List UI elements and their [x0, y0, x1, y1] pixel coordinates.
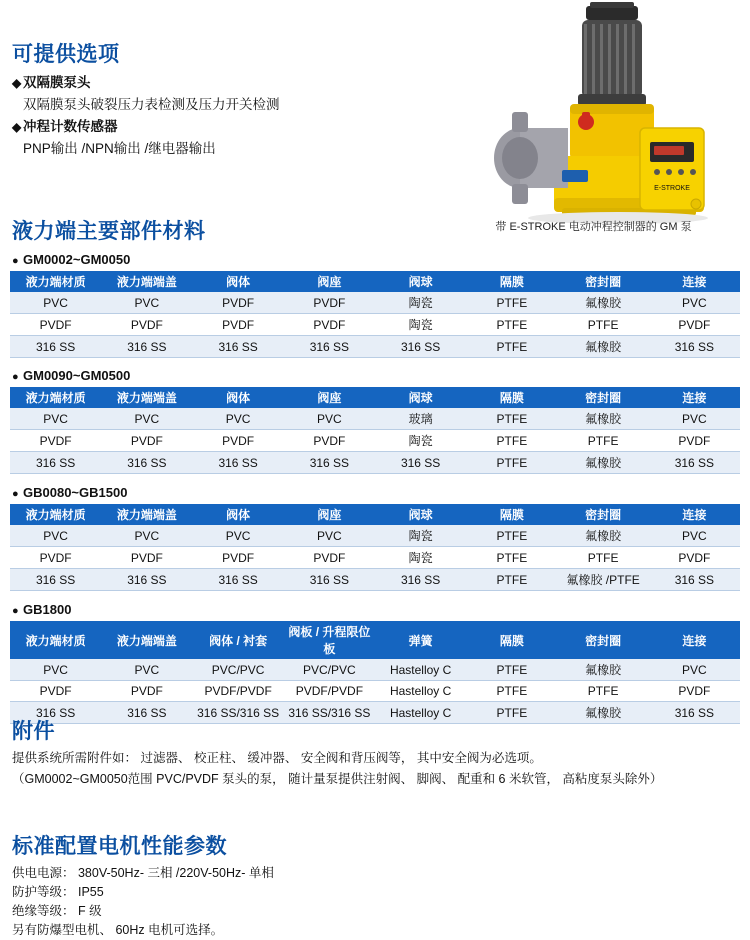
table-cell: 316 SS — [10, 569, 101, 591]
column-header: 密封圈 — [558, 271, 649, 292]
materials-table-group-1 — [10, 252, 740, 358]
column-header: 阀球 — [375, 387, 466, 408]
accessories-text — [12, 748, 732, 790]
motor-spec-list — [12, 864, 572, 940]
option-subtitle: PNP输出 /NPN输出 /继电器输出 — [23, 141, 216, 156]
table-cell: 氟橡胶 — [558, 525, 649, 547]
table-cell: 玻璃 — [375, 408, 466, 430]
table-header-row — [10, 387, 740, 408]
table-cell: PTFE — [466, 547, 557, 569]
column-header: 阀座 — [284, 387, 375, 408]
table-cell: PTFE — [558, 547, 649, 569]
table-cell: 316 SS — [101, 452, 192, 474]
table-cell: PVC — [10, 525, 101, 547]
option-subtitle: 双隔膜泵头破裂压力表检测及压力开关检测 — [23, 97, 280, 112]
list-item — [12, 72, 412, 115]
table-cell: PVDF — [10, 681, 101, 702]
table-header-row — [10, 271, 740, 292]
table-cell: PVDF — [193, 547, 284, 569]
column-header: 液力端端盖 — [101, 504, 192, 525]
table-cell: PTFE — [558, 314, 649, 336]
table-cell: PVC — [10, 292, 101, 314]
table-cell: 316 SS — [375, 569, 466, 591]
table-row — [10, 430, 740, 452]
table-cell: PTFE — [466, 430, 557, 452]
table-cell: PVC/PVC — [284, 659, 375, 681]
table-cell: 316 SS — [10, 702, 101, 724]
table-cell: PVC — [101, 659, 192, 681]
table-cell: 316 SS — [101, 702, 192, 724]
table-cell: PVDF — [284, 292, 375, 314]
table-cell: PTFE — [558, 681, 649, 702]
option-title: ◆ 双隔膜泵头 — [12, 72, 412, 94]
table-cell: 316 SS — [375, 336, 466, 358]
table-cell: 陶瓷 — [375, 314, 466, 336]
table-cell: 316 SS — [649, 569, 740, 591]
table-cell: PVC — [193, 525, 284, 547]
table-cell: 316 SS/316 SS — [284, 702, 375, 724]
table-cell: 316 SS — [649, 452, 740, 474]
motor-spec-line: 另有防爆型电机、 60Hz 电机可选择。 — [12, 923, 224, 937]
table-cell: 陶瓷 — [375, 547, 466, 569]
table-cell: 氟橡胶 — [558, 292, 649, 314]
table-cell: PVDF — [10, 314, 101, 336]
column-header: 液力端材质 — [10, 271, 101, 292]
table-cell: 氟橡胶 — [558, 452, 649, 474]
table-cell: Hastelloy C — [375, 659, 466, 681]
table-row — [10, 547, 740, 569]
accessories-line-2: （GM0002~GM0050范围 PVC/PVDF 泵头的泵， 随计量泵提供注射阀、 脚阀、 配重和 6 米软管， 高粘度泵头除外） — [12, 772, 663, 786]
materials-table-group-2 — [10, 368, 740, 474]
materials-table — [10, 621, 740, 724]
table-row — [10, 569, 740, 591]
column-header: 弹簧 — [375, 621, 466, 659]
table-row — [10, 336, 740, 358]
table-cell: PTFE — [466, 681, 557, 702]
table-cell: PVDF — [101, 314, 192, 336]
svg-text:E-STROKE: E-STROKE — [654, 185, 690, 192]
table-header-row — [10, 504, 740, 525]
table-cell: 316 SS — [101, 336, 192, 358]
table-cell: PVC — [193, 408, 284, 430]
table-cell: PVC — [284, 525, 375, 547]
table-row — [10, 681, 740, 702]
column-header: 阀体 — [193, 387, 284, 408]
table-label: ● GB1800 — [12, 602, 72, 617]
pump-image-caption: 带 E-STROKE 电动冲程控制器的 GM 泵 — [495, 221, 692, 233]
bullet-icon: ● — [12, 488, 19, 500]
table-cell: PVDF — [649, 430, 740, 452]
bullet-icon: ● — [12, 255, 19, 267]
table-cell: PVC — [649, 659, 740, 681]
materials-table — [10, 271, 740, 358]
column-header: 连接 — [649, 271, 740, 292]
table-cell: PTFE — [466, 525, 557, 547]
options-list — [12, 72, 412, 160]
column-header: 液力端材质 — [10, 387, 101, 408]
option-title: ◆ 冲程计数传感器 — [12, 116, 412, 138]
column-header: 阀座 — [284, 271, 375, 292]
table-cell: 316 SS/316 SS — [193, 702, 284, 724]
table-cell: 氟橡胶 /PTFE — [558, 569, 649, 591]
column-header: 隔膜 — [466, 504, 557, 525]
table-cell: PVDF — [101, 430, 192, 452]
table-row — [10, 292, 740, 314]
table-cell: PVC — [101, 525, 192, 547]
table-cell: Hastelloy C — [375, 681, 466, 702]
table-cell: PVDF — [284, 547, 375, 569]
column-header: 连接 — [649, 504, 740, 525]
table-header-row — [10, 621, 740, 659]
bullet-icon: ● — [12, 371, 19, 383]
table-cell: PTFE — [466, 702, 557, 724]
table-cell: 陶瓷 — [375, 430, 466, 452]
table-cell: PVDF/PVDF — [193, 681, 284, 702]
column-header: 阀体 — [193, 504, 284, 525]
table-cell: 陶瓷 — [375, 525, 466, 547]
column-header: 密封圈 — [558, 387, 649, 408]
table-cell: PVDF — [10, 430, 101, 452]
table-cell: PVDF — [649, 547, 740, 569]
column-header: 阀体 — [193, 271, 284, 292]
table-cell: PTFE — [558, 430, 649, 452]
column-header: 隔膜 — [466, 387, 557, 408]
table-cell: PVDF — [284, 430, 375, 452]
column-header: 连接 — [649, 621, 740, 659]
accessories-line-1: 提供系统所需附件如： 过滤器、 校正柱、 缓冲器、 安全阀和背压阀等， 其中安全阀为必选项。 — [12, 751, 542, 765]
table-cell: PVC — [284, 408, 375, 430]
column-header: 阀体 / 衬套 — [193, 621, 284, 659]
column-header: 阀板 / 升程限位板 — [284, 621, 375, 659]
table-cell: PTFE — [466, 569, 557, 591]
column-header: 密封圈 — [558, 504, 649, 525]
table-cell: PVC — [10, 659, 101, 681]
options-heading: 可提供选项 — [12, 43, 120, 66]
table-cell: PVC — [649, 525, 740, 547]
table-cell: PVDF — [101, 681, 192, 702]
table-cell: 316 SS — [649, 702, 740, 724]
table-cell: PTFE — [466, 408, 557, 430]
materials-table-group-3 — [10, 485, 740, 591]
column-header: 密封圈 — [558, 621, 649, 659]
table-row — [10, 452, 740, 474]
column-header: 液力端材质 — [10, 621, 101, 659]
materials-heading: 液力端主要部件材料 — [12, 220, 206, 243]
table-row — [10, 525, 740, 547]
table-cell: 316 SS — [193, 569, 284, 591]
table-cell: PVC — [649, 408, 740, 430]
table-cell: 316 SS — [10, 336, 101, 358]
table-cell: 316 SS — [10, 452, 101, 474]
table-cell: PTFE — [466, 292, 557, 314]
table-cell: PVDF — [284, 314, 375, 336]
table-row — [10, 408, 740, 430]
table-cell: PVDF — [193, 430, 284, 452]
table-cell: PVDF — [193, 314, 284, 336]
bullet-icon: ● — [12, 605, 19, 617]
table-cell: PVDF — [649, 314, 740, 336]
materials-table — [10, 504, 740, 591]
table-cell: 氟橡胶 — [558, 336, 649, 358]
materials-table-group-4 — [10, 602, 740, 724]
accessories-heading: 附件 — [12, 720, 55, 743]
motor-spec-line: 防护等级： IP55 — [12, 885, 104, 899]
table-cell: PVDF — [10, 547, 101, 569]
bullet-icon: ◆ — [12, 76, 22, 90]
table-cell: 316 SS — [284, 452, 375, 474]
table-cell: PVDF — [649, 681, 740, 702]
column-header: 连接 — [649, 387, 740, 408]
table-cell: PVC — [649, 292, 740, 314]
table-cell: 氟橡胶 — [558, 659, 649, 681]
table-label: ● GM0090~GM0500 — [12, 368, 131, 383]
table-cell: 316 SS — [375, 452, 466, 474]
table-cell: PVC/PVC — [193, 659, 284, 681]
table-row — [10, 659, 740, 681]
column-header: 液力端端盖 — [101, 387, 192, 408]
motor-spec-line: 供电电源： 380V-50Hz- 三相 /220V-50Hz- 单相 — [12, 866, 274, 880]
column-header: 阀球 — [375, 271, 466, 292]
bullet-icon: ◆ — [12, 120, 22, 134]
table-row — [10, 314, 740, 336]
column-header: 隔膜 — [466, 621, 557, 659]
materials-table — [10, 387, 740, 474]
column-header: 阀座 — [284, 504, 375, 525]
table-cell: 316 SS — [193, 452, 284, 474]
table-cell: PVDF/PVDF — [284, 681, 375, 702]
motor-heading: 标准配置电机性能参数 — [12, 835, 227, 858]
table-cell: 氟橡胶 — [558, 408, 649, 430]
table-cell: 316 SS — [649, 336, 740, 358]
table-label: ● GM0002~GM0050 — [12, 252, 131, 267]
table-cell: Hastelloy C — [375, 702, 466, 724]
table-cell: PTFE — [466, 452, 557, 474]
table-cell: PVC — [10, 408, 101, 430]
table-cell: 陶瓷 — [375, 292, 466, 314]
table-cell: PVC — [101, 408, 192, 430]
pump-product-image — [458, 0, 738, 240]
motor-spec-line: 绝缘等级： F 级 — [12, 904, 102, 918]
list-item — [12, 116, 412, 159]
table-label: ● GB0080~GB1500 — [12, 485, 128, 500]
table-cell: 316 SS — [284, 336, 375, 358]
table-cell: 316 SS — [101, 569, 192, 591]
table-cell: PVDF — [193, 292, 284, 314]
table-cell: PTFE — [466, 336, 557, 358]
table-cell: 氟橡胶 — [558, 702, 649, 724]
table-cell: PTFE — [466, 314, 557, 336]
table-cell: PTFE — [466, 659, 557, 681]
column-header: 液力端端盖 — [101, 271, 192, 292]
table-cell: PVDF — [101, 547, 192, 569]
table-row — [10, 702, 740, 724]
table-cell: PVC — [101, 292, 192, 314]
column-header: 阀球 — [375, 504, 466, 525]
table-cell: 316 SS — [193, 336, 284, 358]
column-header: 液力端端盖 — [101, 621, 192, 659]
column-header: 液力端材质 — [10, 504, 101, 525]
table-cell: 316 SS — [284, 569, 375, 591]
column-header: 隔膜 — [466, 271, 557, 292]
